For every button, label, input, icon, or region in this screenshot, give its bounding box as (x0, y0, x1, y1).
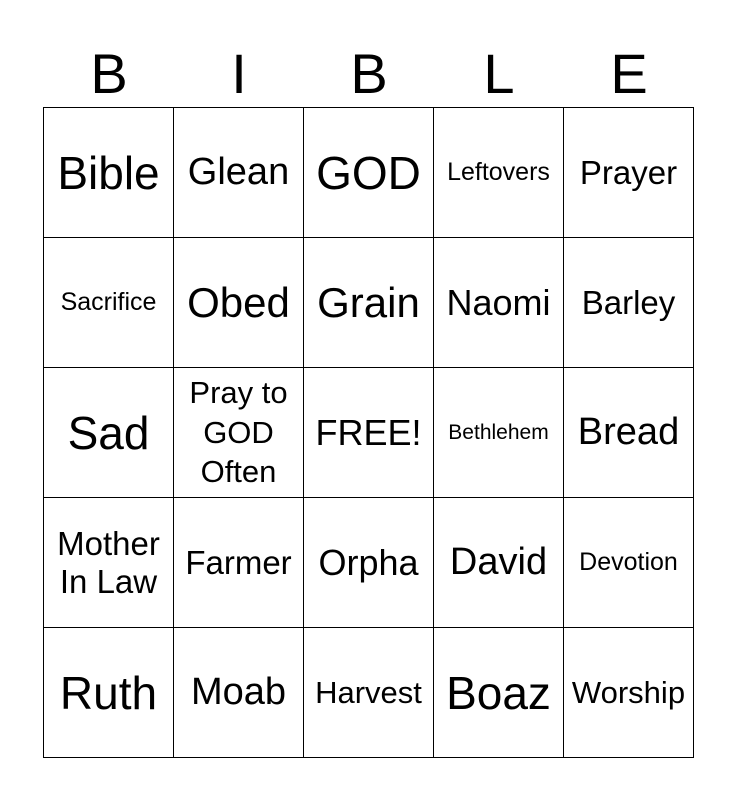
cell-label: Worship (571, 674, 686, 710)
cell-label: Prayer (579, 153, 678, 191)
cell-label: Leftovers (447, 158, 550, 186)
bingo-cell (174, 628, 304, 758)
free-space-label: FREE! (315, 411, 422, 453)
bingo-cell (174, 368, 304, 498)
bingo-cell (434, 108, 564, 238)
cell-label: Devotion (579, 548, 678, 576)
cell-label: Naomi (446, 281, 551, 323)
bingo-cell (564, 108, 694, 238)
bingo-cell (434, 368, 564, 498)
cell-label: Obed (187, 278, 290, 326)
cell-label: GOD (316, 146, 421, 199)
bingo-cell (44, 368, 174, 498)
cell-label: Boaz (446, 666, 551, 719)
cell-label: Ruth (59, 666, 158, 719)
bingo-cell (434, 498, 564, 628)
bingo-header (44, 40, 694, 108)
header-letter-b: B (90, 42, 128, 105)
cell-label: Moab (190, 671, 287, 713)
bingo-cell (304, 108, 434, 238)
bingo-cell (564, 498, 694, 628)
bingo-cell (174, 108, 304, 238)
header-letter-l: L (483, 42, 515, 105)
cell-label: Pray to GOD Often (189, 374, 288, 490)
cell-label: Sad (67, 406, 150, 459)
bingo-cell (44, 238, 174, 368)
cell-label: Mother In Law (57, 524, 160, 600)
cell-label: Grain (317, 278, 420, 326)
cell-label: Barley (581, 283, 676, 321)
cell-label: Farmer (185, 543, 292, 581)
cell-label: David (449, 541, 548, 583)
header-letter-e: E (610, 42, 648, 105)
free-space-cell (304, 368, 434, 498)
bingo-cell (174, 498, 304, 628)
bingo-cell (304, 238, 434, 368)
header-letter-i: I (231, 42, 247, 105)
cell-label: Bethlehem (448, 420, 549, 444)
cell-label: Bible (57, 146, 160, 199)
bingo-cell (304, 628, 434, 758)
cell-label: Orpha (318, 541, 419, 583)
cell-label: Glean (187, 151, 290, 193)
bingo-cell (434, 628, 564, 758)
bingo-card-grid (43, 107, 694, 758)
bingo-cell (564, 368, 694, 498)
bingo-cell (434, 238, 564, 368)
bingo-cell (44, 108, 174, 238)
cell-label: Bread (577, 411, 680, 453)
header-letter-b2: B (350, 42, 388, 105)
bingo-cell (564, 628, 694, 758)
bingo-cell (564, 238, 694, 368)
bingo-cell (44, 498, 174, 628)
bingo-cell (44, 628, 174, 758)
bingo-cell (174, 238, 304, 368)
cell-label: Sacrifice (60, 288, 157, 316)
cell-label: Harvest (315, 674, 422, 710)
bingo-cell (304, 498, 434, 628)
